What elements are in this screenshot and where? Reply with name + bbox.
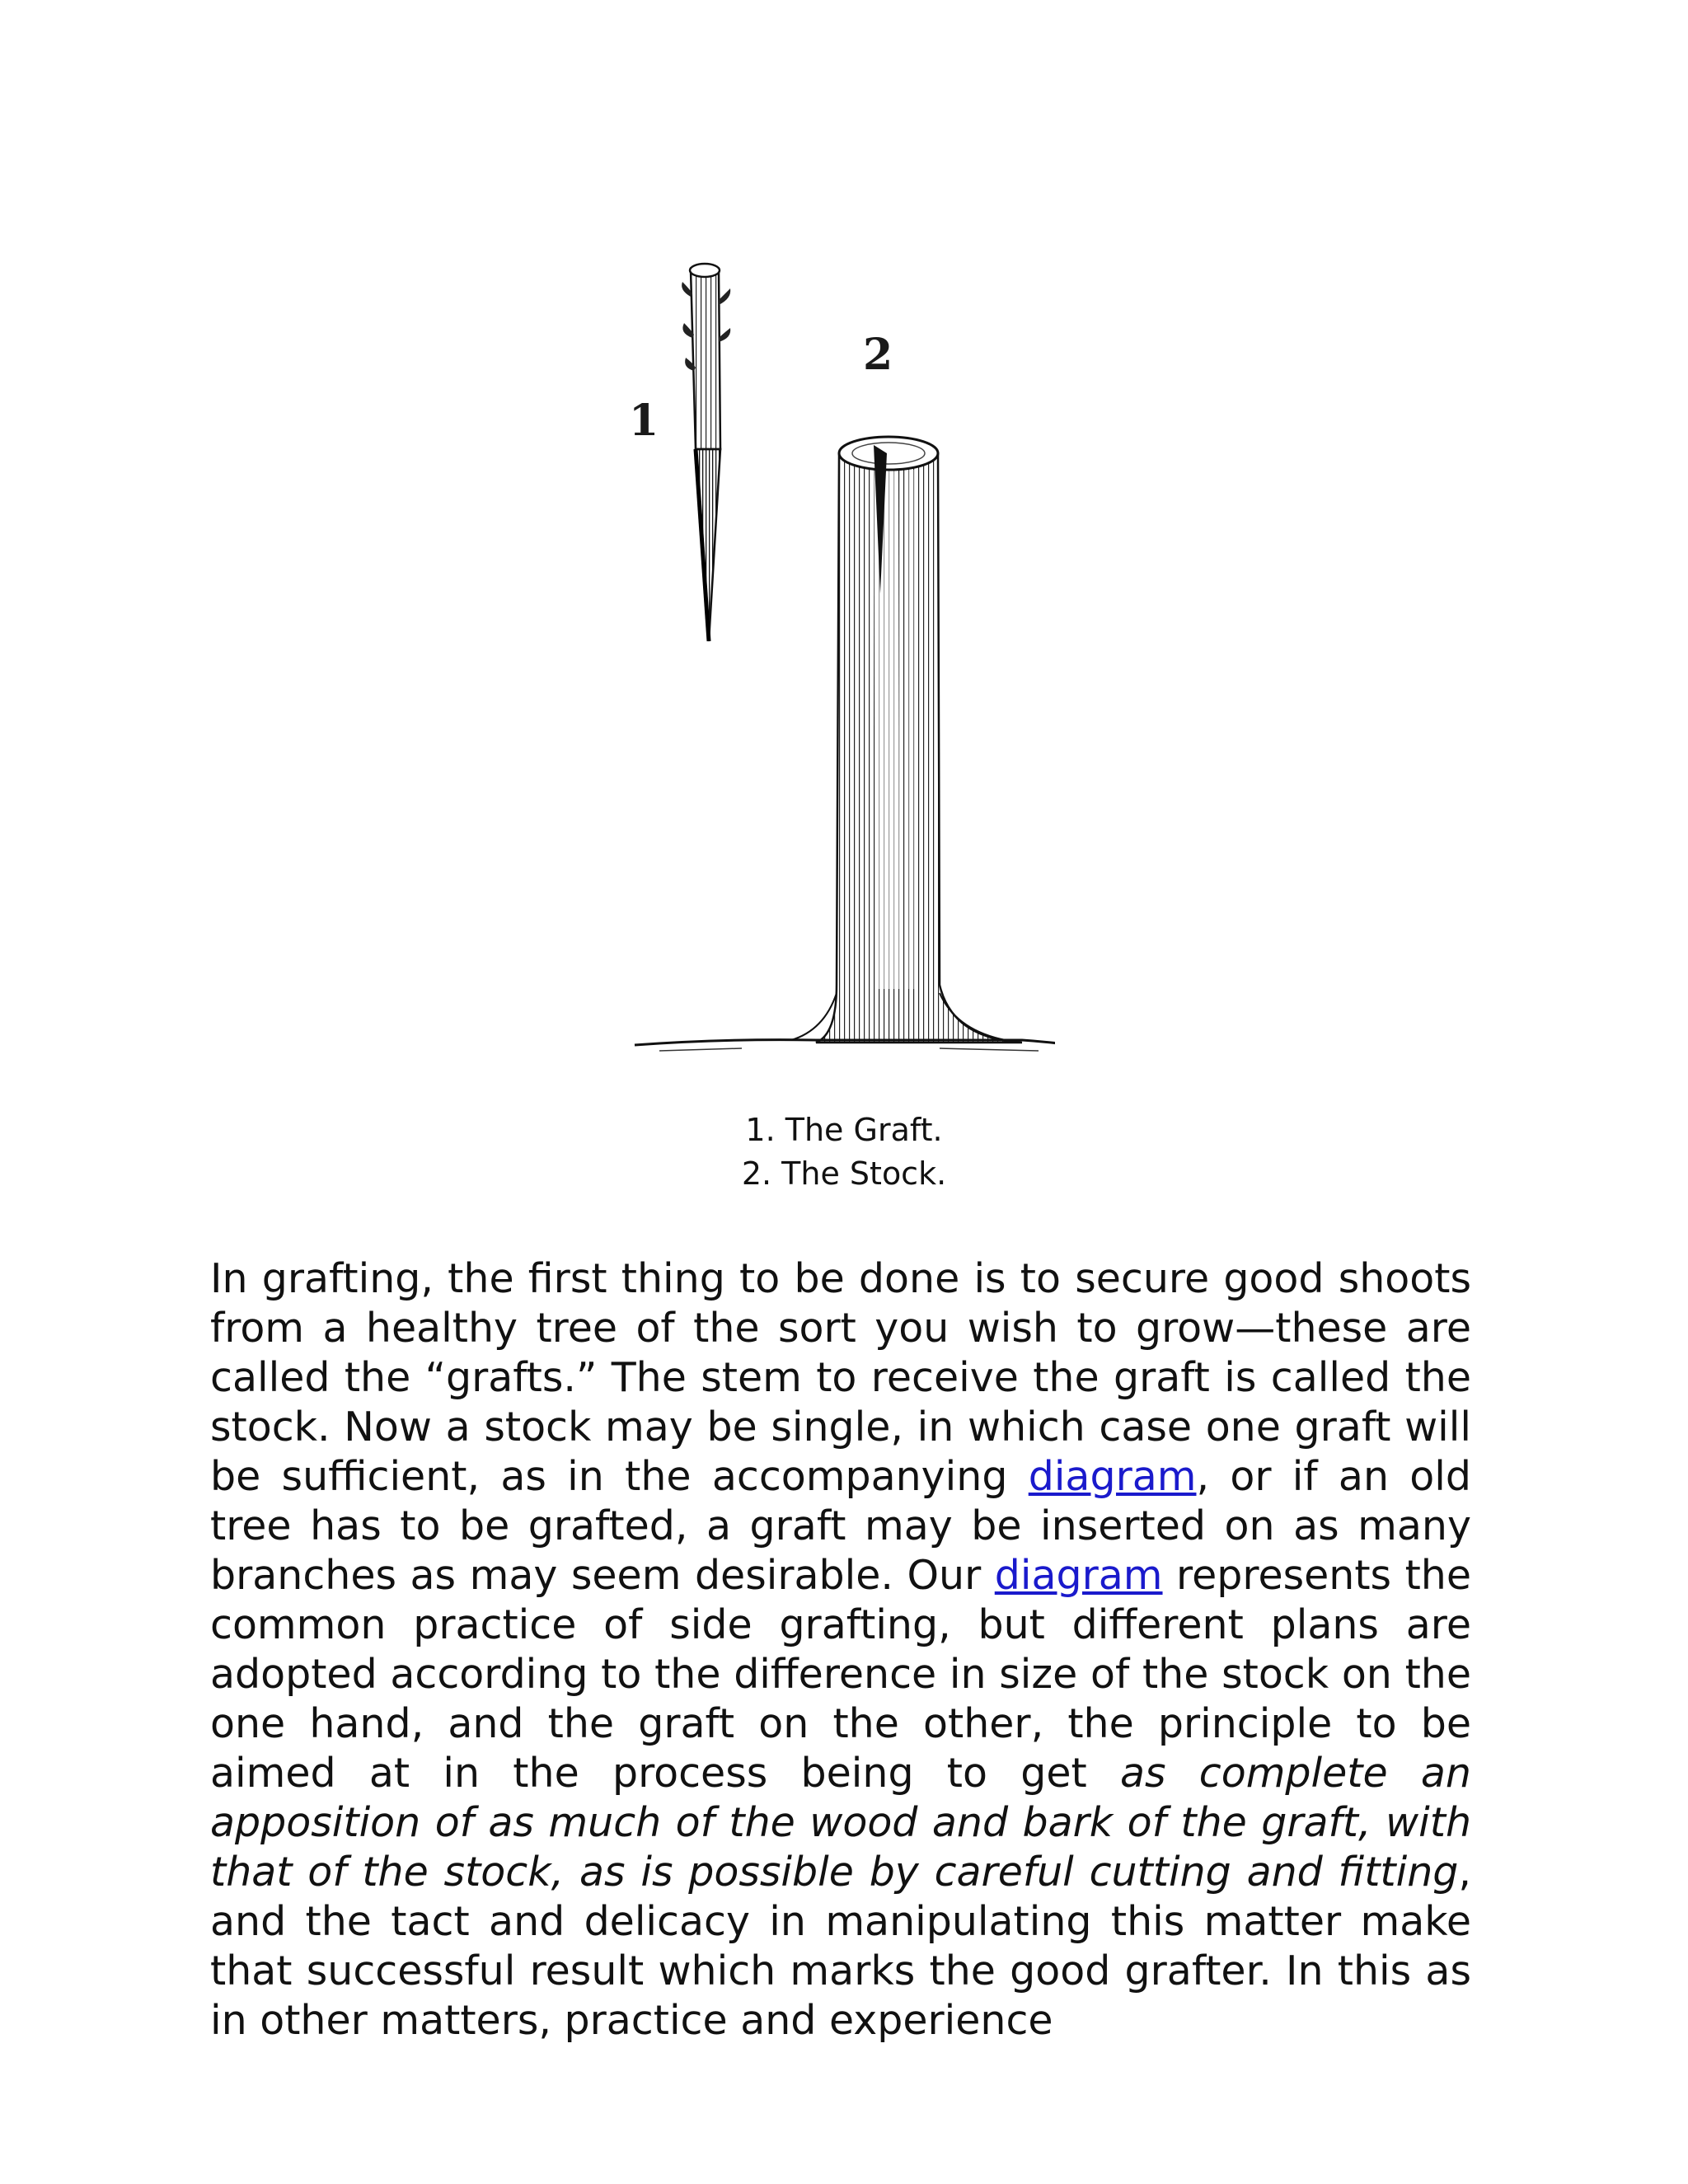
- figure-caption: [0, 1108, 1688, 1196]
- graft-and-stock-illustration-icon: [626, 247, 1055, 1088]
- stock-drawing: [635, 437, 1055, 1051]
- stock-number-label: 2: [863, 330, 893, 380]
- paragraph-text-4: , and the tact and delicacy in manipulating this matter make that successful result which marks the good grafter. In this as in other matters, practice and experience: [210, 1849, 1471, 2044]
- paragraph-text-1: In grafting, the first thing to be done is to secure good shoots from a healthy tree of the sort you wish to grow—these are called the “grafts.” The stem to receive the graft is called the stock. Now a stock may be single, in which case one graft will be sufficient, as in the accompanying: [210, 1255, 1471, 1500]
- paragraph-text-3: represents the common practice of side grafting, but different plans are adopted according to the difference in size of the stock on the one hand, and the graft on the other, the principle to be aimed at in the process being to get: [210, 1552, 1471, 1797]
- paragraph-text-2: , or if an old tree has to be grafted, a graft may be inserted on as many branches as may seem desirable. Our: [210, 1453, 1471, 1599]
- graft-drawing: [682, 264, 730, 641]
- caption-graft: 1. The Graft.: [745, 1112, 943, 1148]
- graft-and-stock-illustration: [626, 247, 1055, 1088]
- paragraph-emphasis: as complete an apposition of as much of the wood and bark of the graft, with that of the stock, as is possible by careful cutting and fitting: [210, 1750, 1471, 1896]
- caption-stock: 2. The Stock.: [741, 1155, 947, 1192]
- diagram-link-1[interactable]: diagram: [1028, 1453, 1197, 1500]
- diagram-link-2[interactable]: diagram: [994, 1552, 1163, 1599]
- body-paragraph: [210, 1254, 1471, 2046]
- graft-number-label: 1: [629, 396, 659, 446]
